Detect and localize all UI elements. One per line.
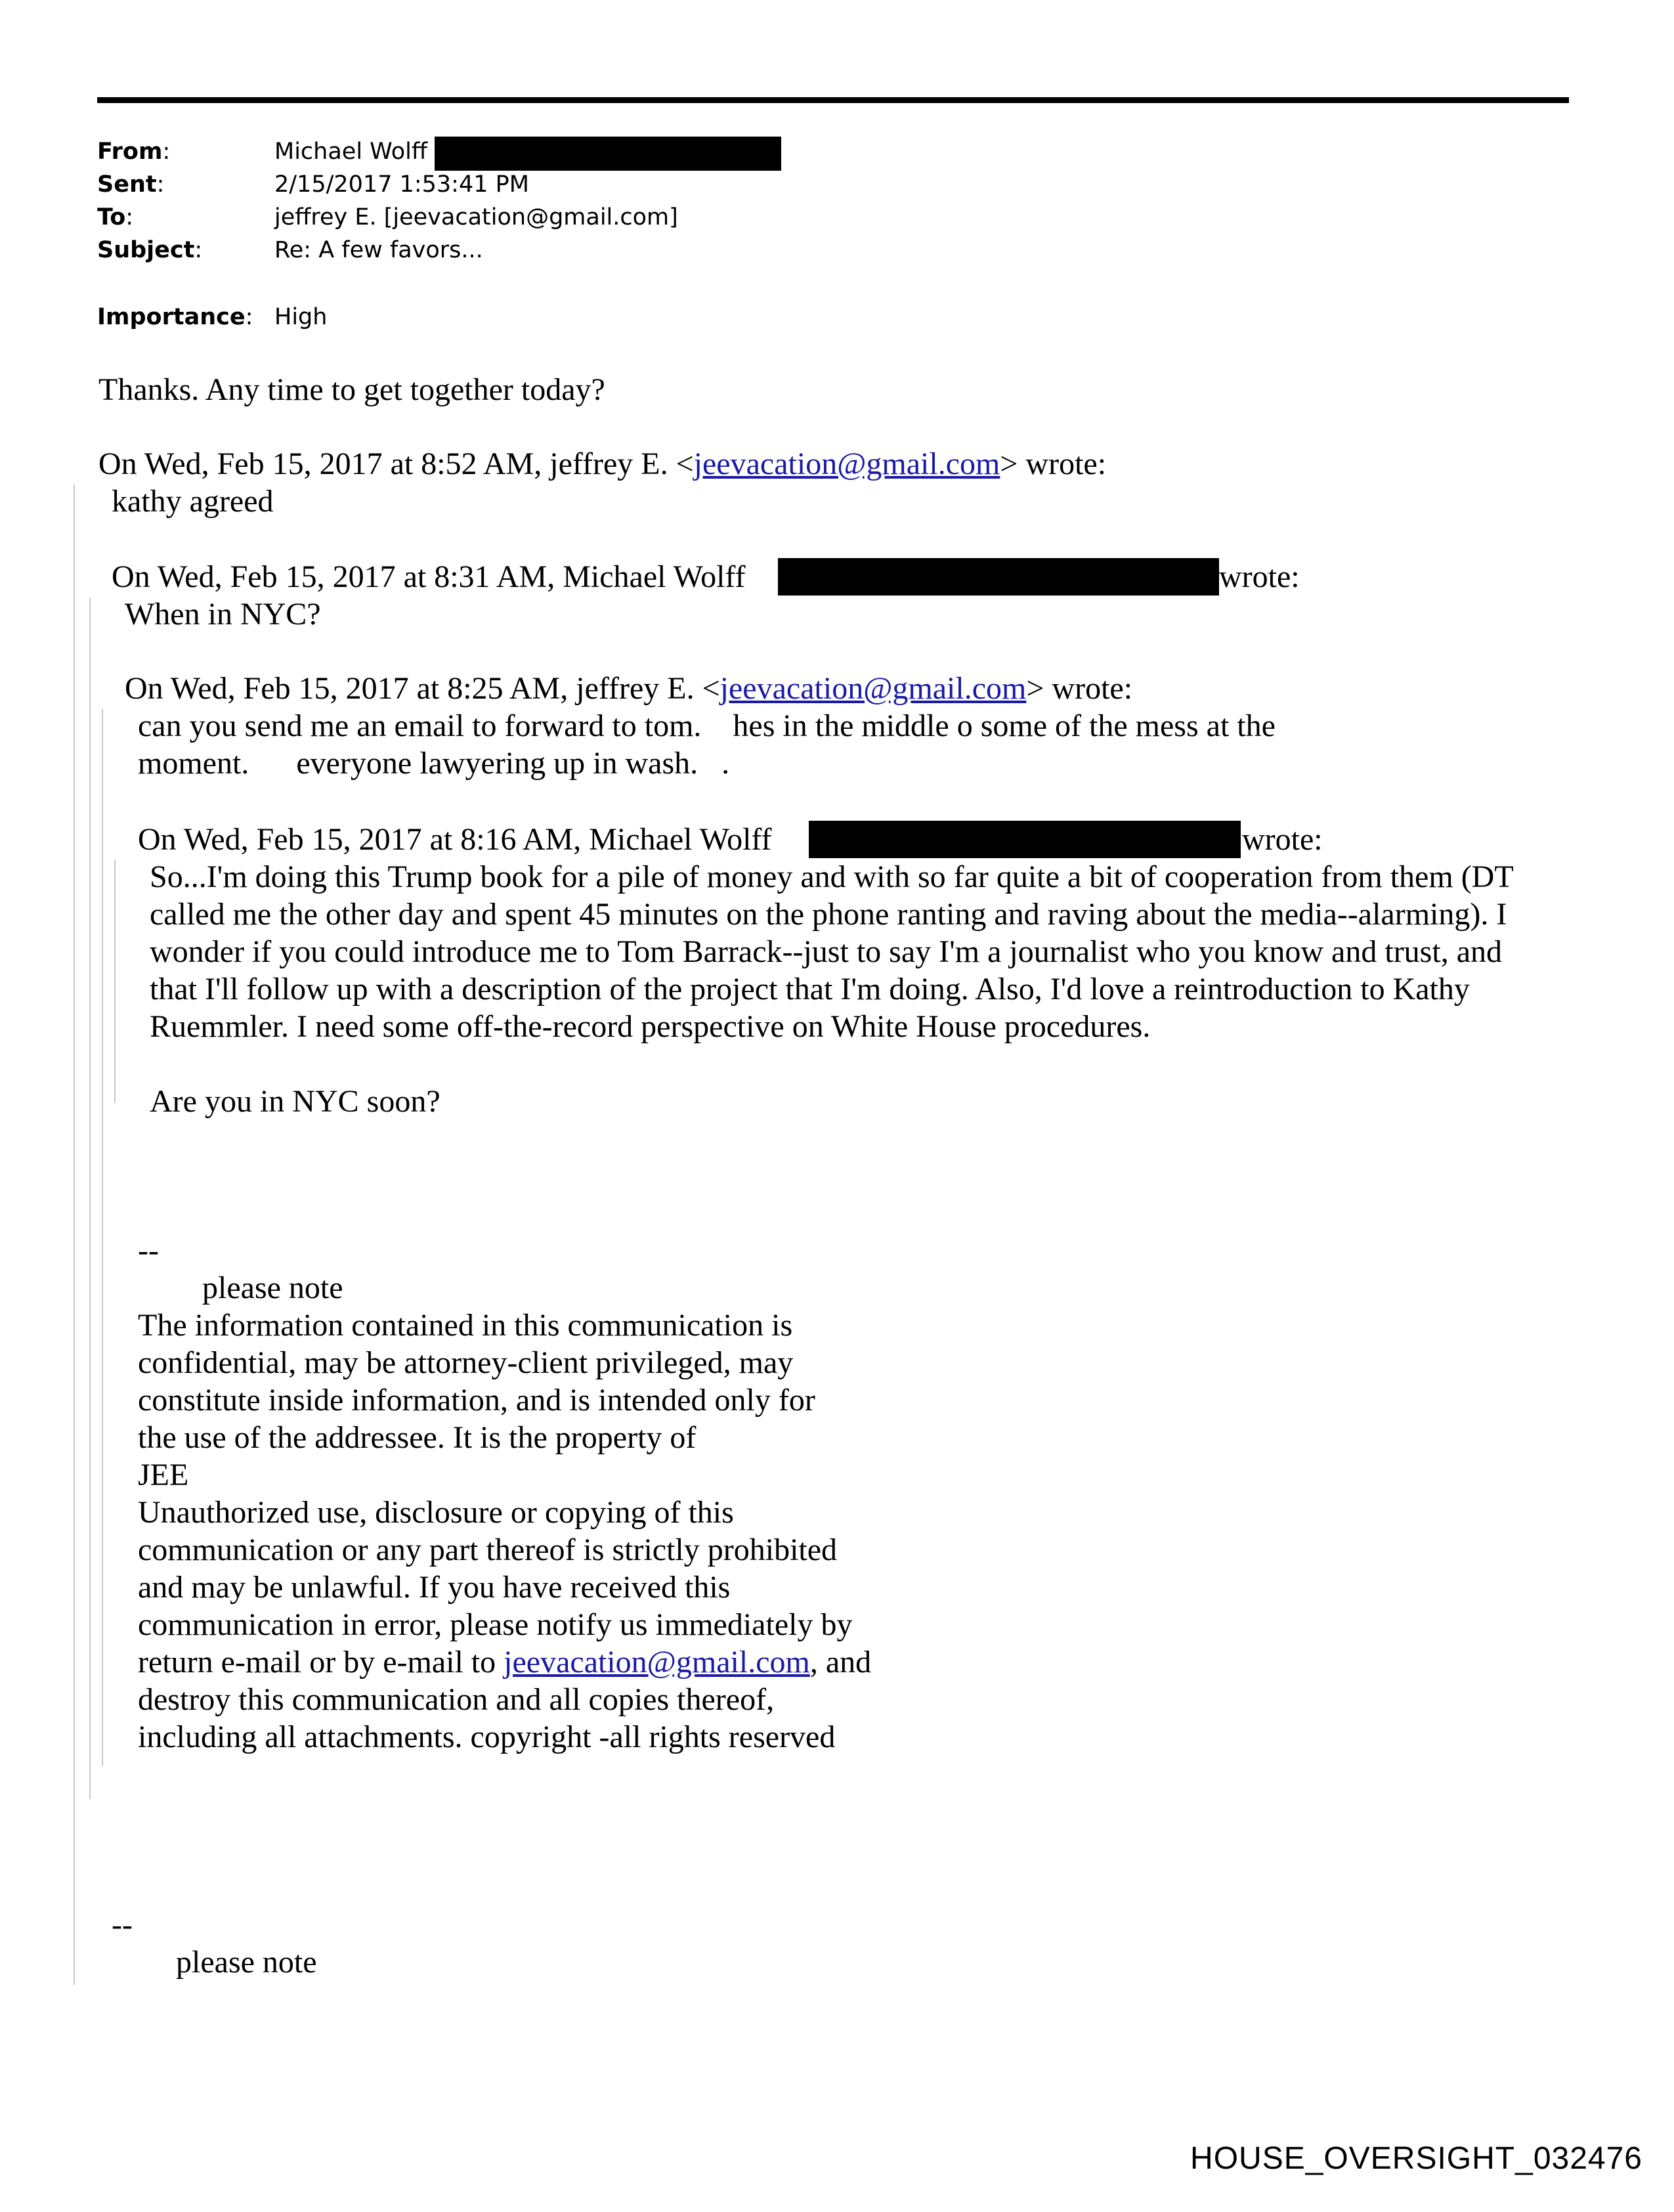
sent-value: 2/15/2017 1:53:41 PM (274, 171, 529, 198)
subject-label: Subject: (97, 237, 203, 263)
quote-4-line: that I'll follow up with a description of the project that I'm doing. Also, I'd love a reintroduction to Kathy (150, 972, 1470, 1007)
quote-bar-3 (102, 709, 103, 1766)
bates-number: HOUSE_OVERSIGHT_032476 (1190, 2141, 1642, 2176)
quote-bar-2 (89, 597, 91, 1799)
quote-2-attribution-post: wrote: (1219, 559, 1300, 594)
redaction-box (809, 821, 1241, 858)
email-link[interactable]: jeevacation@gmail.com (719, 671, 1027, 706)
email-link[interactable]: jeevacation@gmail.com (693, 446, 1000, 481)
signature-line: confidential, may be attorney-client privileged, may (138, 1345, 794, 1380)
quote-4-attribution-pre: On Wed, Feb 15, 2017 at 8:16 AM, Michael Wolff (138, 822, 772, 857)
sent-label: Sent: (97, 171, 165, 198)
quote-3-attribution: On Wed, Feb 15, 2017 at 8:25 AM, jeffrey E. <jeevacation@gmail.com> wrote: (125, 671, 1133, 706)
to-value: jeffrey E. [jeevacation@gmail.com] (274, 204, 678, 230)
quote-4-closing: Are you in NYC soon? (150, 1084, 440, 1119)
signature-line: the use of the addressee. It is the property of (138, 1420, 697, 1455)
signature-line: The information contained in this communication is (138, 1308, 793, 1343)
redaction-box (778, 558, 1219, 596)
signature-line: destroy this communication and all copies thereof, (138, 1682, 775, 1717)
signature-line: JEE (138, 1458, 189, 1492)
signature-dashes: -- (138, 1233, 159, 1268)
from-value: Michael Wolff (274, 139, 427, 165)
quote-1-attribution: On Wed, Feb 15, 2017 at 8:52 AM, jeffrey E. <jeevacation@gmail.com> wrote: (98, 446, 1107, 481)
signature-note: please note (202, 1270, 343, 1305)
signature-line: communication in error, please notify us immediately by (138, 1607, 853, 1642)
importance-label: Importance: (97, 304, 253, 330)
quote-3-line: moment. everyone lawyering up in wash. . (138, 746, 730, 781)
quote-4-line: wonder if you could introduce me to Tom Barrack--just to say I'm a journalist who you know and trust, and (150, 934, 1502, 969)
signature-line: communication or any part thereof is strictly prohibited (138, 1532, 838, 1567)
quote-bar-1 (74, 485, 75, 1985)
quote-4-line: Ruemmler. I need some off-the-record perspective on White House procedures. (150, 1009, 1151, 1044)
quote-bar-4 (114, 860, 116, 1103)
email-link[interactable]: jeevacation@gmail.com (504, 1645, 810, 1680)
quote-4-line: So...I'm doing this Trump book for a pile of money and with so far quite a bit of cooperation from them (DT (150, 859, 1514, 894)
top-rule (97, 97, 1569, 103)
quote-4-line: called me the other day and spent 45 minutes on the phone ranting and raving about the media--alarming). I (150, 897, 1507, 932)
signature-line: and may be unlawful. If you have received this (138, 1570, 731, 1605)
reply-text: Thanks. Any time to get together today? (98, 372, 605, 407)
signature-2-dashes: -- (112, 1907, 133, 1942)
signature-line: Unauthorized use, disclosure or copying of this (138, 1495, 734, 1530)
to-label: To: (97, 204, 134, 230)
signature-line-with-link: return e-mail or by e-mail to jeevacation@gmail.com, and (138, 1645, 872, 1680)
quote-3-line: can you send me an email to forward to tom. hes in the middle o some of the mess at the (138, 708, 1276, 743)
from-label: From: (97, 139, 171, 165)
quote-4-attribution-post: wrote: (1242, 822, 1323, 857)
redaction-box (435, 137, 781, 171)
quote-2-attribution-pre: On Wed, Feb 15, 2017 at 8:31 AM, Michael Wolff (112, 559, 746, 594)
signature-line: including all attachments. copyright -all rights reserved (138, 1720, 836, 1754)
signature-line: constitute inside information, and is intended only for (138, 1383, 815, 1418)
signature-2-note: please note (176, 1945, 317, 1980)
importance-value: High (274, 304, 328, 330)
quote-2-text: When in NYC? (125, 597, 321, 632)
subject-value: Re: A few favors... (274, 237, 483, 263)
quote-1-text: kathy agreed (112, 484, 274, 519)
